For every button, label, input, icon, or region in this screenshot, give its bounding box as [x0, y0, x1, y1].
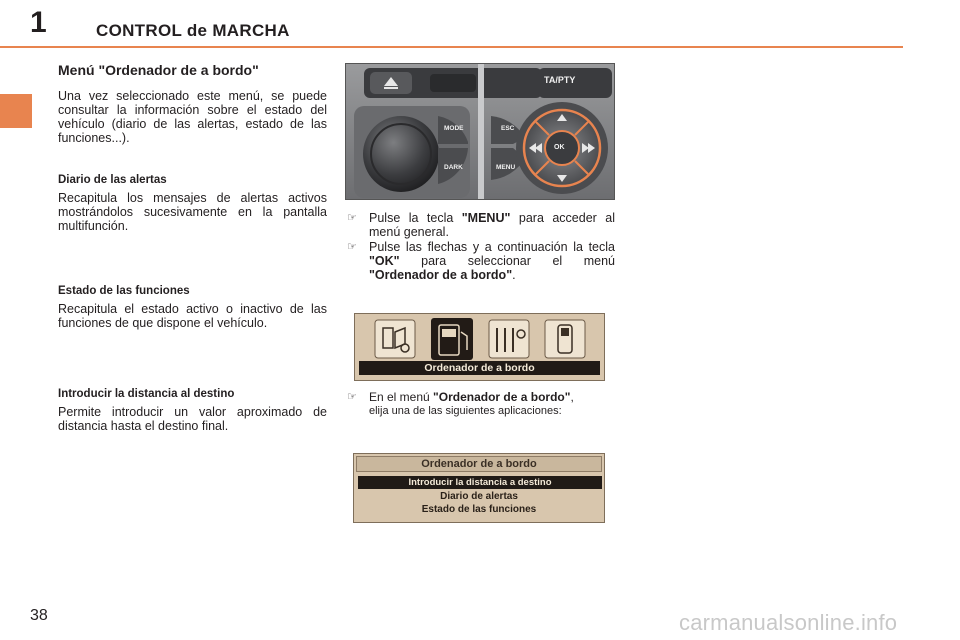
- submenu-header: Ordenador de a bordo: [356, 456, 602, 472]
- section-title: Menú "Ordenador de a bordo": [58, 62, 259, 78]
- audio-control-panel-illustration: [345, 63, 615, 200]
- esc-button-label: ESC: [501, 125, 515, 132]
- bullet3-text-line2: elija una de las siguientes aplicaciones:: [369, 405, 562, 417]
- bullet2-text-pre: Pulse las flechas y a continuación la tecla: [369, 240, 615, 254]
- menu-button-label: MENU: [496, 164, 516, 171]
- submenu-selected-item: Introducir la distancia a destino: [358, 476, 602, 489]
- bullet3-text-post: ,: [570, 390, 574, 404]
- bullet3-text-pre: En el menú: [369, 390, 434, 404]
- dark-button-label: DARK: [444, 164, 463, 171]
- pointing-hand-icon: ☞: [347, 241, 357, 253]
- bullet1-key: "MENU": [461, 211, 511, 225]
- chapter-side-tab: [0, 94, 32, 128]
- chapter-title: CONTROL de MARCHA: [96, 21, 290, 40]
- submenu-item: Estado de las funciones: [421, 504, 537, 515]
- bullet2-text-mid: para seleccionar el menú: [399, 254, 615, 268]
- main-menu-screen: [354, 313, 605, 381]
- watermark: carmanualsonline.info: [679, 610, 898, 635]
- item-text-distance: Permite introducir un valor aproximado de distancia hasta el destino final.: [58, 405, 327, 433]
- item-text-alerts: Recapitula los mensajes de alertas activos mostrándolos sucesivamente en la pantalla multifunción.: [58, 191, 327, 233]
- page-number: 38: [30, 607, 48, 624]
- onboard-computer-screen: [353, 453, 605, 523]
- bullet1-text-pre: Pulse la tecla: [369, 211, 462, 225]
- bullet1-text-post: para acceder al menú general.: [369, 211, 615, 239]
- pointing-hand-icon: ☞: [347, 391, 357, 403]
- mode-button-label: MODE: [444, 125, 464, 132]
- instruction-ok-key: [347, 240, 615, 282]
- bullet2-key: "OK": [369, 254, 400, 268]
- instruction-choose-application: [347, 390, 615, 418]
- ok-button-label: OK: [554, 144, 565, 151]
- chapter-number: 1: [30, 6, 47, 39]
- intro-paragraph: Una vez seleccionado este menú, se puede consultar la información sobre el estado del vehículo (diario de las alertas, estado de las funciones...).: [58, 89, 327, 145]
- submenu-item: Diario de alertas: [440, 491, 518, 502]
- header-rule: [0, 46, 903, 48]
- selected-menu-label: Ordenador de a bordo: [359, 361, 600, 375]
- item-title-distance: Introducir la distancia al destino: [58, 388, 235, 400]
- pointing-hand-icon: ☞: [347, 212, 357, 224]
- item-title-functions: Estado de las funciones: [58, 285, 190, 297]
- bullet2-key2: "Ordenador de a bordo": [369, 268, 513, 282]
- bullet2-text-post: .: [512, 268, 516, 282]
- item-text-functions: Recapitula el estado activo o inactivo de las funciones de que dispone el vehículo.: [58, 302, 327, 330]
- instruction-menu-key: [347, 211, 615, 239]
- ta-pty-button-label: TA/PTY: [544, 75, 576, 85]
- item-title-alerts: Diario de las alertas: [58, 174, 167, 186]
- bullet3-key: "Ordenador de a bordo": [433, 390, 571, 404]
